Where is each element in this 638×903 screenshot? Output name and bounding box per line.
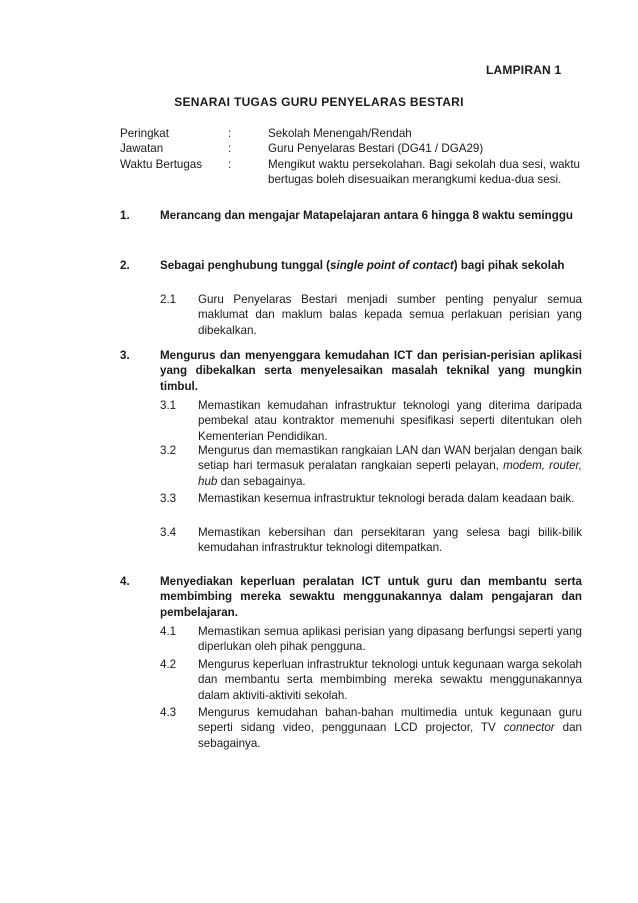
section-heading: Mengurus dan menyenggara kemudahan ICT dan perisian-perisian aplikasi yang dibekalkan serta menyelesaikan masalah teknikal yang mungkin timbul.: [160, 349, 582, 393]
info-block: [120, 126, 580, 187]
item-text: Memastikan kesemua infrastruktur teknologi berada dalam keadaan baik.: [198, 492, 575, 505]
item-2-1: [160, 292, 582, 338]
item-text: Memastikan kebersihan dan persekitaran yang selesa bagi bilik-bilik kemudahan infrastruktur teknologi ditempatkan.: [198, 526, 582, 555]
heading-italic: single point of contact: [330, 259, 454, 272]
item-part: dan sebagainya.: [217, 474, 306, 488]
item-text: Memastikan kemudahan infrastruktur teknologi yang diterima daripada pembekal atau kontraktor memenuhi spesifikasi seperti ditentukan oleh Kementerian Pendidikan.: [198, 399, 582, 443]
heading-part: Sebagai penghubung tunggal (: [160, 259, 331, 272]
info-row-peringkat: [120, 126, 580, 141]
info-label: Peringkat: [120, 127, 169, 140]
item-text: Memastikan semua aplikasi perisian yang dipasang berfungsi seperti yang diperlukan oleh pihak pengguna.: [198, 625, 582, 654]
item-3-4: [160, 525, 582, 556]
section-number: 4.: [120, 575, 130, 588]
section-heading: Menyediakan keperluan peralatan ICT untuk guru dan membantu serta membimbing mereka sewaktu menggunakannya dalam pengajaran dan pembelajaran.: [160, 575, 582, 619]
item-part: dan sebagainya.: [198, 721, 582, 750]
item-number: 4.1: [160, 625, 177, 638]
item-part: Mengurus kemudahan bahan-bahan multimedia untuk kegunaan guru seperti sidang video, penggunaan LCD projector, TV: [198, 706, 582, 735]
info-value: Sekolah Menengah/Rendah: [268, 127, 412, 140]
item-text: Guru Penyelaras Bestari menjadi sumber penting penyalur semua maklumat dan maklum balas kepada semua perlakuan perisian yang dibekalkan.: [198, 293, 582, 337]
item-italic: connector: [503, 721, 555, 735]
info-label: Waktu Bertugas: [120, 157, 203, 171]
item-4-2: [160, 657, 582, 703]
section-1: [120, 208, 582, 223]
item-italic: modem, router, hub: [198, 459, 582, 488]
section-2: [120, 258, 582, 273]
info-value: Mengikut waktu persekolahan. Bagi sekolah dua sesi, waktu bertugas boleh disesuaikan merangkumi kedua-dua sesi.: [268, 157, 580, 186]
item-part: Mengurus dan memastikan rangkaian LAN dan WAN berjalan dengan baik setiap hari termasuk peralatan rangkaian seperti pelayan,: [198, 444, 582, 473]
item-number: 3.2: [160, 444, 177, 457]
info-row-jawatan: [120, 141, 580, 156]
item-number: 3.4: [160, 526, 177, 539]
info-colon: :: [228, 157, 232, 171]
item-text: [198, 705, 582, 751]
section-heading: [160, 258, 582, 273]
info-colon: :: [228, 127, 232, 140]
item-3-1: [160, 398, 582, 444]
item-number: 4.3: [160, 706, 177, 719]
lampiran-label: LAMPIRAN 1: [486, 63, 562, 77]
item-number: 3.3: [160, 492, 177, 505]
item-text: [198, 443, 582, 489]
item-4-3: [160, 705, 582, 751]
info-label: Jawatan: [120, 142, 164, 156]
info-colon: :: [228, 142, 232, 156]
info-value: Guru Penyelaras Bestari (DG41 / DGA29): [268, 142, 484, 156]
section-heading: Merancang dan mengajar Matapelajaran antara 6 hingga 8 waktu seminggu: [160, 209, 573, 222]
section-number: 1.: [120, 209, 130, 222]
info-row-waktu: [120, 157, 580, 188]
item-number: 2.1: [160, 293, 177, 306]
item-3-2: [160, 443, 582, 489]
heading-part: ) bagi pihak sekolah: [453, 259, 565, 272]
item-3-3: [160, 491, 582, 506]
section-3: [120, 348, 582, 394]
section-4: [120, 574, 582, 620]
section-number: 3.: [120, 349, 130, 362]
item-number: 3.1: [160, 399, 177, 412]
item-number: 4.2: [160, 658, 177, 671]
item-4-1: [160, 624, 582, 655]
section-number: 2.: [120, 259, 130, 272]
item-text: Mengurus keperluan infrastruktur teknologi untuk kegunaan warga sekolah dan membantu serta membimbing mereka sewaktu menggunakannya dalam aktiviti-aktiviti sekolah.: [198, 658, 582, 702]
document-title: SENARAI TUGAS GURU PENYELARAS BESTARI: [174, 95, 464, 109]
